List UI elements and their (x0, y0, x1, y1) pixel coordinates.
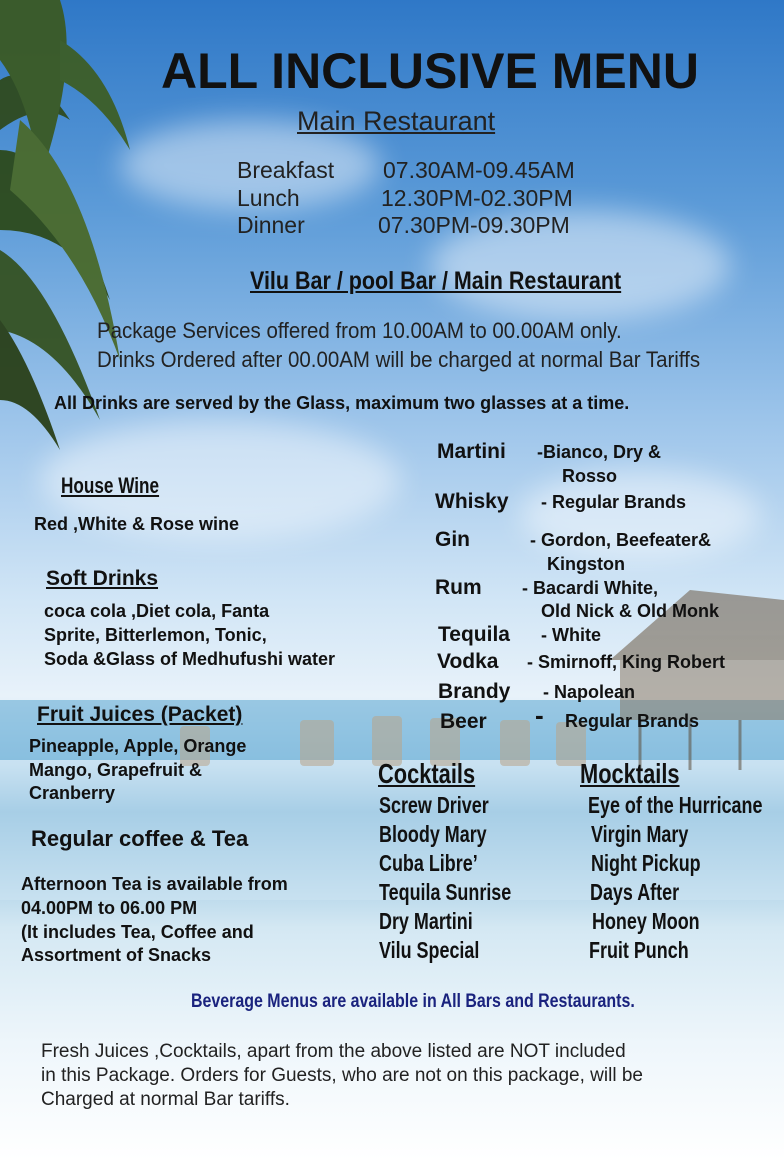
spirit-desc-beer: Regular Brands (565, 711, 700, 731)
spirit-desc-tequila: - White (541, 625, 601, 645)
mocktail-item: Eye of the Hurricane (588, 792, 763, 818)
soft-drinks-heading: Soft Drinks (46, 567, 159, 590)
house-wine-text: Red ,White & Rose wine (34, 514, 240, 534)
spirit-desc-martini: -Bianco, Dry & (537, 442, 662, 462)
spirit-desc-vodka: - Smirnoff, King Robert (527, 652, 725, 672)
after-hours-note: Drinks Ordered after 00.00AM will be charged at normal Bar Tariffs (97, 347, 701, 372)
cocktail-item: Tequila Sunrise (379, 879, 512, 905)
footer-line: in this Package. Orders for Guests, who are not on this package, will be (41, 1065, 643, 1086)
spirit-desc-brandy: - Napolean (543, 682, 636, 702)
fruit-juices-line: Pineapple, Apple, Orange (29, 736, 247, 756)
spirit-name-gin: Gin (435, 528, 470, 551)
mocktail-item: Virgin Mary (591, 821, 689, 847)
spirit-name-martini: Martini (437, 440, 506, 463)
cocktail-item: Vilu Special (379, 937, 480, 963)
main-restaurant-subtitle: Main Restaurant (297, 106, 496, 136)
spirit-name-rum: Rum (435, 576, 482, 599)
spirit-desc-rum-2: Old Nick & Old Monk (541, 601, 720, 621)
spirit-name-brandy: Brandy (438, 680, 511, 703)
spirit-name-whisky: Whisky (435, 490, 509, 513)
fruit-juices-line: Mango, Grapefruit & (29, 760, 203, 780)
meal-time-lunch: 12.30PM-02.30PM (381, 185, 573, 211)
afternoon-tea-line: 04.00PM to 06.00 PM (21, 898, 198, 918)
mocktail-item: Honey Moon (592, 908, 700, 934)
spirit-desc-martini-2: Rosso (562, 466, 618, 486)
soft-drinks-line: coca cola ,Diet cola, Fanta (44, 601, 270, 621)
cocktail-item: Cuba Libre’ (379, 850, 478, 876)
cocktail-item: Screw Driver (379, 792, 489, 818)
mocktail-item: Days After (590, 879, 680, 905)
meal-label-dinner: Dinner (237, 212, 305, 238)
page-title: ALL INCLUSIVE MENU (161, 43, 699, 99)
cocktails-heading: Cocktails (378, 758, 476, 789)
cocktail-item: Bloody Mary (379, 821, 487, 847)
spirit-desc-gin: - Gordon, Beefeater& (530, 530, 712, 550)
mocktail-item: Fruit Punch (589, 937, 689, 963)
spirit-desc-whisky: - Regular Brands (541, 492, 687, 512)
house-wine-heading: House Wine (61, 473, 160, 498)
soft-drinks-line: Sprite, Bitterlemon, Tonic, (44, 625, 267, 645)
footer-line: Fresh Juices ,Cocktails, apart from the above listed are NOT included (41, 1041, 626, 1062)
spirit-desc-rum: - Bacardi White, (522, 578, 659, 598)
package-hours-note: Package Services offered from 10.00AM to 00.00AM only. (97, 318, 622, 343)
meal-label-lunch: Lunch (237, 185, 300, 211)
fruit-juices-heading: Fruit Juices (Packet) (37, 703, 243, 726)
cocktail-item: Dry Martini (379, 908, 473, 934)
footer-line: Charged at normal Bar tariffs. (41, 1089, 290, 1110)
spirit-name-beer: Beer (440, 710, 487, 733)
bar-section-heading: Vilu Bar / pool Bar / Main Restaurant (250, 267, 622, 295)
glass-rule-note: All Drinks are served by the Glass, maximum two glasses at a time. (54, 393, 630, 413)
spirit-name-tequila: Tequila (438, 623, 510, 646)
afternoon-tea-line: Afternoon Tea is available from (21, 874, 288, 894)
spirit-name-vodka: Vodka (437, 650, 499, 673)
meal-label-breakfast: Breakfast (237, 157, 335, 183)
mocktail-item: Night Pickup (591, 850, 701, 876)
beverage-menus-note: Beverage Menus are available in All Bars and Restaurants. (191, 991, 635, 1012)
meal-time-breakfast: 07.30AM-09.45AM (383, 157, 575, 183)
spirit-desc-beer-dash: - (535, 700, 544, 730)
mocktails-heading: Mocktails (580, 758, 680, 789)
spirit-desc-gin-2: Kingston (547, 554, 625, 574)
afternoon-tea-line: Assortment of Snacks (21, 945, 212, 965)
fruit-juices-line: Cranberry (29, 783, 116, 803)
afternoon-tea-line: (It includes Tea, Coffee and (21, 922, 254, 942)
soft-drinks-line: Soda &Glass of Medhufushi water (44, 649, 336, 669)
coffee-tea-heading: Regular coffee & Tea (31, 826, 249, 851)
meal-time-dinner: 07.30PM-09.30PM (378, 212, 570, 238)
